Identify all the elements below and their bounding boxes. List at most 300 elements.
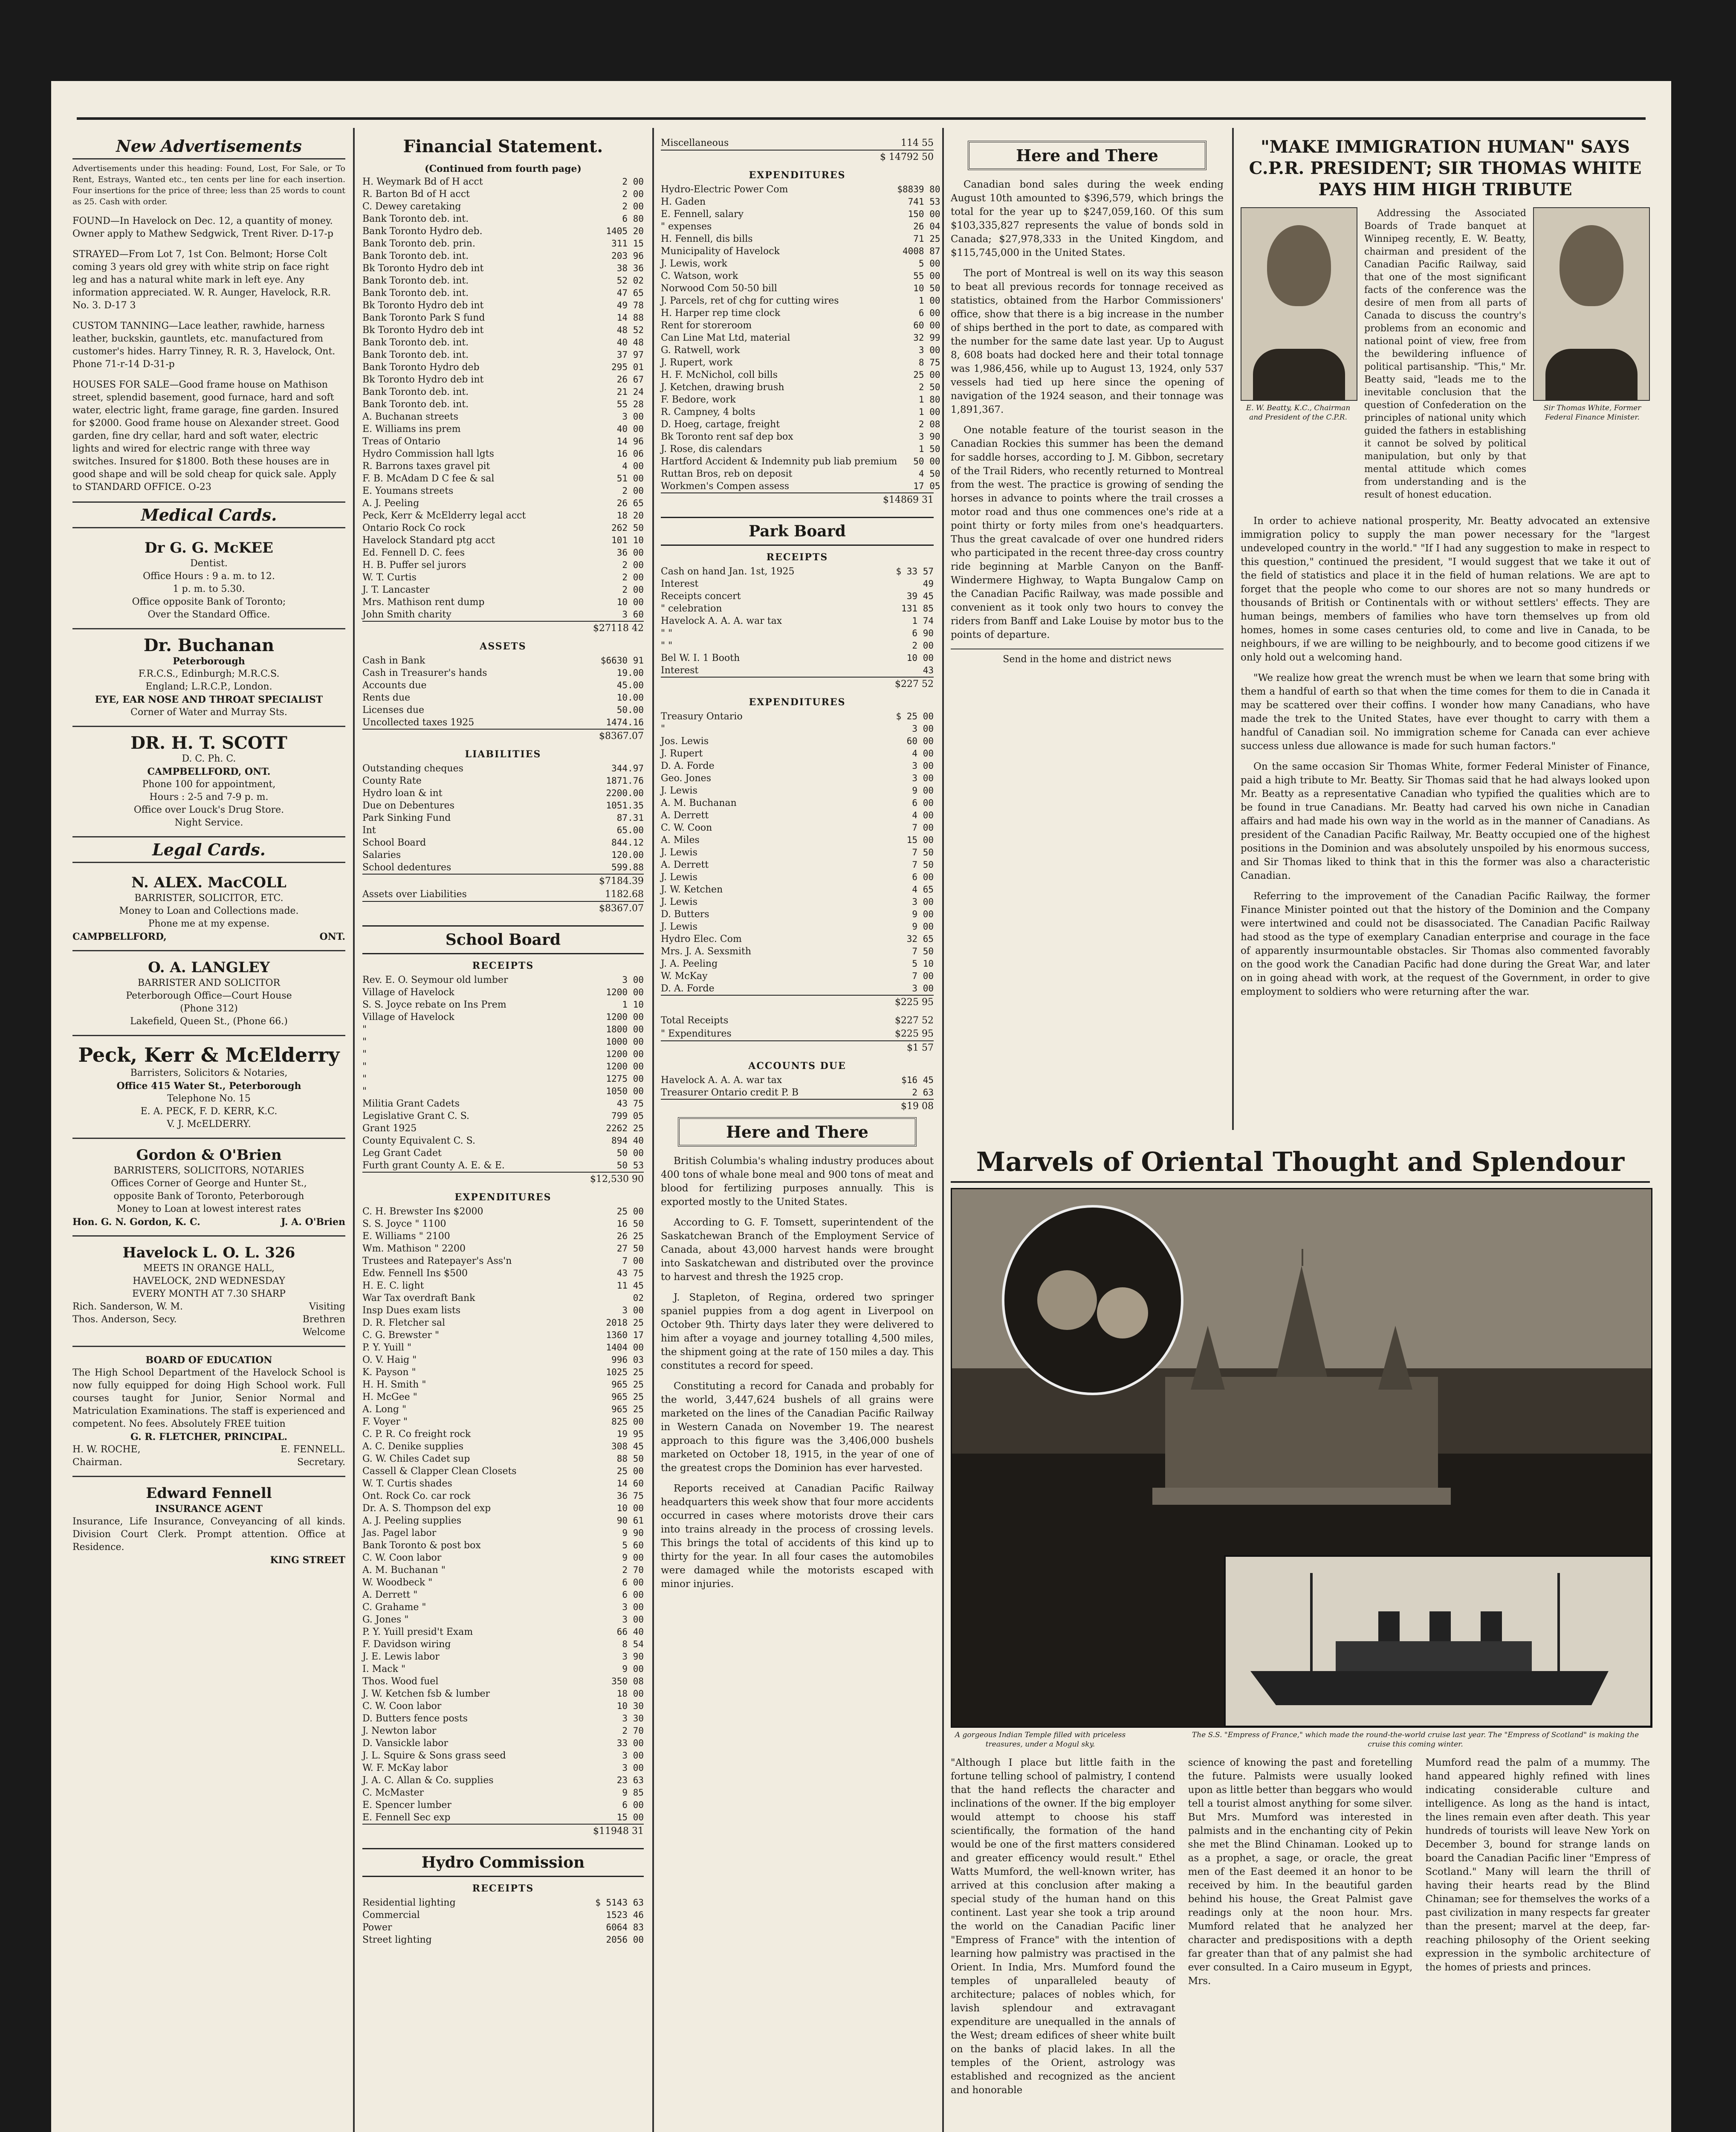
row-label: Bk Toronto rent saf dep box <box>661 432 793 442</box>
table-row <box>362 1921 644 1934</box>
card-board-of-education <box>72 1346 345 1476</box>
table-row <box>362 1036 644 1048</box>
card-line: BARRISTERS, SOLICITORS, NOTARIES <box>113 1165 304 1176</box>
row-label: H. Gaden <box>661 197 706 207</box>
row-label: Ont. Rock Co. car rock <box>362 1491 471 1501</box>
row-amount: 4 50 <box>918 469 940 479</box>
row-label: Municipality of Havelock <box>661 246 780 257</box>
row-label: J. A. C. Allan & Co. supplies <box>362 1775 494 1786</box>
row-label: Peck, Kerr & McElderry legal acct <box>362 510 526 521</box>
table-row <box>362 1317 644 1329</box>
row-label: C. W. Coon <box>661 823 712 833</box>
table-row <box>661 896 934 908</box>
table-row <box>661 356 940 369</box>
row-amount: 2 00 <box>622 177 644 187</box>
row-amount: 2200.00 <box>606 788 644 798</box>
row-amount: 23 63 <box>616 1775 644 1785</box>
row-label: Park Sinking Fund <box>362 813 451 823</box>
row-amount: 43 75 <box>616 1098 644 1109</box>
row-amount: 1 00 <box>918 407 940 417</box>
row-amount: 51 00 <box>616 473 644 484</box>
table-row <box>661 394 940 406</box>
row-amount: 02 <box>633 1293 644 1303</box>
row-label: " <box>362 1037 367 1047</box>
row-amount: 2 50 <box>918 382 940 392</box>
row-label: Treasury Ontario <box>661 711 743 722</box>
row-label: " <box>362 1049 367 1060</box>
table-row <box>362 1651 644 1663</box>
immigration-lead: Addressing the Associated Boards of Trade banquet at Winnipeg recently, E. W. Beatty, chairman and president of the Canadian Pacific Railway, said that one of the most significant facts of the conference was the desire of men from all parts of Canada to discuss the country's problems from an economic and national point of view, free from the bewildering influence of political partisanship. "This," Mr. Beatty said, "leads me to the inevitable conclusion that the question of Confederation on the principles of national unity which guided the fathers in establishing it cannot be solved by political manipulation, but only by that mental attitude which comes from understanding and is the result of honest education. <box>1364 208 1526 500</box>
table-row <box>362 1230 644 1243</box>
row-label: Bk Toronto Hydro deb int <box>362 374 484 385</box>
row-amount: 7 50 <box>912 860 934 870</box>
card-line <box>72 1301 345 1313</box>
table-row <box>362 1613 644 1626</box>
card-line: V. J. McELDERRY. <box>167 1119 251 1130</box>
table-row <box>362 1011 644 1023</box>
row-amount: 1360 17 <box>606 1330 644 1340</box>
table-row <box>362 1098 644 1110</box>
row-label: A. Long " <box>362 1404 407 1415</box>
row-label: Salaries <box>362 850 401 860</box>
row-amount: 8 54 <box>622 1639 644 1649</box>
row-label: Total Receipts <box>661 1015 729 1026</box>
card-mckee <box>72 532 345 628</box>
row-amount: 6064 83 <box>606 1922 644 1932</box>
card-title: Secretary. <box>297 1457 345 1468</box>
row-label: School Board <box>362 837 426 848</box>
row-amount: 1 00 <box>918 295 940 306</box>
card-line: Welcome <box>302 1327 345 1338</box>
table-row <box>362 1811 644 1824</box>
table-row <box>362 787 644 800</box>
row-amount: 2 00 <box>622 560 644 570</box>
table-row <box>661 406 940 418</box>
article-paragraph: Constituting a record for Canada and probably for the world, 3,447,624 bushels of all grains were marketed on the lines of the Canadian Pacific Railway in Western Canada on November 19. The nearest approach to this figure was the 3,406,000 bushels marketed on October 18, 1915, in the year of one of the greatest crops the Dominion has ever harvested. <box>661 1381 934 1474</box>
row-amount: 21 24 <box>616 387 644 397</box>
table-row <box>362 1428 644 1440</box>
table-row <box>362 584 644 596</box>
table-row <box>362 655 644 667</box>
row-label: A. Derrett <box>661 860 709 870</box>
row-label: Bk Toronto Hydro deb int <box>362 325 484 336</box>
row-amount: 36 00 <box>616 547 644 558</box>
table-row <box>362 1934 644 1946</box>
card-name: Dr G. G. McKEE <box>145 539 273 556</box>
row-label: Receipts concert <box>661 591 741 602</box>
row-label: Furth grant County A. E. & E. <box>362 1160 505 1171</box>
park-receipts-table <box>661 565 934 677</box>
table-row <box>661 233 940 245</box>
row-label: Ruttan Bros, reb on deposit <box>661 469 793 479</box>
card-line: Peterborough <box>173 656 245 667</box>
row-amount: 3 00 <box>622 1602 644 1612</box>
row-amount: 844.12 <box>611 837 644 848</box>
row-label: F. Voyer " <box>362 1417 408 1427</box>
row-label: D. A. Forde <box>661 761 715 771</box>
ship-caption: The S.S. "Empress of France," which made the round-the-world cruise last year. The "Empress of Scotland" is making the cruise this coming winter. <box>1192 1731 1639 1749</box>
ads-rates: Advertisements under this heading: Found, Lost, For Sale, or To Rent, Estrays, Wanted etc., ten cents per line for each insertion. Four insertions for the price of three; less than 25 words to count as 25. Cash with order. <box>72 164 345 206</box>
column-park-board <box>661 136 940 1598</box>
table-row <box>362 1354 644 1366</box>
row-label: C. W. Coon labor <box>362 1701 442 1712</box>
row-amount: 114 55 <box>901 138 934 148</box>
row-label: F. B. McAdam D C fee & sal <box>362 473 495 484</box>
accounts-due-table <box>661 1074 934 1099</box>
row-label: County Rate <box>362 776 422 786</box>
card-line: Money to Loan at lowest interest rates <box>116 1204 301 1214</box>
row-label: C. W. Coon labor <box>362 1553 442 1563</box>
article-paragraph: In order to achieve national prosperity, Mr. Beatty advocated an extensive immigration policy to supply the man power necessary for the "largest undeveloped country in the world." "If I had any suggestion to make in respect to this question," continued the president, "I would suggest that we take it out of the field of statistics and place it in the field of human relations. We are apt to forget that the people who come to our shores are not so many hundreds or thousands of British or Continentals with or without settlers' effects. They are human beings, members of families who have torn themselves up from old homes, homes in some cases centuries old, to come and live in Canada, to be neighbours, if we are willing to be neighbourly, and to become good citizens if we only hold out a welcoming hand. <box>1241 516 1650 663</box>
table-row <box>362 386 644 398</box>
white-portrait <box>1533 207 1650 401</box>
row-label: C. G. Brewster " <box>362 1330 440 1341</box>
table-row <box>661 208 940 220</box>
card-line: Money to Loan and Collections made. <box>119 906 299 916</box>
row-amount: $16 45 <box>901 1075 934 1085</box>
row-label: D. Butters <box>661 909 709 920</box>
table-row <box>362 176 644 188</box>
table-row <box>362 1267 644 1280</box>
row-amount: 1025 25 <box>606 1367 644 1377</box>
table-row <box>362 1329 644 1341</box>
row-label: Residential lighting <box>362 1897 456 1908</box>
article-paragraph: Referring to the improvement of the Canadian Pacific Railway, the former Finance Minister pointed out that the history of the Dominion and the Company were intertwined and could not be disassociated. The Canadian Pacific Railway had stood as the type of exemplary Canadian enterprise and courage in the face of apparently insurmountable obstacles. Sir Thomas also commented favorably on the good work the Canadian Pacific had done during the Great War, and later on in going ahead with work, at the request of the Government, in order to give employment to soldiers who were returning after the war. <box>1241 891 1650 997</box>
row-amount: 7 00 <box>912 823 934 833</box>
table-row <box>661 590 934 603</box>
row-label: Interest <box>661 579 699 589</box>
card-line: Over the Standard Office. <box>148 609 270 620</box>
park-receipts-total: $227 52 <box>661 677 934 691</box>
card-line: Office 415 Water St., Peterborough <box>116 1080 301 1092</box>
table-row <box>661 785 934 797</box>
hydro-receipts-table <box>362 1897 644 1946</box>
assets-table <box>362 655 644 729</box>
row-label: Insp Dues exam lists <box>362 1305 461 1316</box>
table-row <box>661 933 934 945</box>
row-amount: 90 61 <box>616 1515 644 1526</box>
card-line: England; L.R.C.P., London. <box>145 681 272 692</box>
row-label: J. Rose, dis calendars <box>661 444 762 455</box>
row-label: H. F. McNichol, coll bills <box>661 370 778 380</box>
row-amount: 15 00 <box>616 1812 644 1822</box>
row-label: C. P. R. Co freight rock <box>362 1429 471 1440</box>
card-maccoll <box>72 866 345 950</box>
row-label: Hydro Commission hall lgts <box>362 449 494 459</box>
table-row <box>362 423 644 435</box>
table-row <box>362 1774 644 1787</box>
accounts-due-label: ACCOUNTS DUE <box>748 1060 846 1072</box>
feature-columns <box>951 1756 1650 2104</box>
row-amount: 14 96 <box>616 436 644 446</box>
row-amount: 203 96 <box>611 251 644 261</box>
row-label: D. R. Fletcher sal <box>362 1318 446 1328</box>
row-label: G. W. Chiles Cadet sup <box>362 1454 470 1464</box>
row-amount: 1000 00 <box>606 1037 644 1047</box>
card-line <box>72 1456 345 1469</box>
school-receipts-table <box>362 974 644 1172</box>
table-row <box>362 1909 644 1921</box>
row-label: Miscellaneous <box>661 138 729 148</box>
table-row <box>362 1416 644 1428</box>
card-officer: E. FENNELL. <box>280 1444 345 1455</box>
row-amount: 2 00 <box>622 572 644 582</box>
row-amount: 7 00 <box>912 971 934 981</box>
row-amount: 9 00 <box>912 785 934 796</box>
card-officer: H. W. ROCHE, <box>72 1444 141 1455</box>
row-label: Trustees and Ratepayer's Ass'n <box>362 1256 512 1266</box>
row-label: Bank Toronto deb. int. <box>362 399 469 410</box>
row-amount: 4 00 <box>912 748 934 759</box>
table-row <box>362 999 644 1011</box>
row-amount: 3 60 <box>622 609 644 620</box>
row-amount: 19 95 <box>616 1429 644 1439</box>
row-label: J. Lewis <box>661 872 697 883</box>
row-amount: 10 50 <box>913 283 940 293</box>
table-row <box>362 1527 644 1539</box>
row-label: Bank Toronto deb. int. <box>362 350 469 360</box>
row-amount: 1 74 <box>912 616 934 626</box>
beatty-caption: E. W. Beatty, K.C., Chairman and President of the C.P.R. <box>1246 404 1351 422</box>
beatty-portrait <box>1241 207 1357 401</box>
row-label: J. Lewis <box>661 921 697 932</box>
row-label: Hydro loan & int <box>362 788 443 799</box>
table-row <box>362 1688 644 1700</box>
table-row <box>661 834 934 846</box>
card-line: Barristers, Solicitors & Notaries, <box>130 1068 288 1078</box>
row-amount: 26 04 <box>913 221 940 232</box>
table-row <box>661 627 934 640</box>
table-row <box>661 455 940 468</box>
misc-row <box>661 136 934 150</box>
row-label: Hydro-Electric Power Com <box>661 184 788 195</box>
row-amount: 4 65 <box>912 884 934 895</box>
card-line: F.R.C.S., Edinburgh; M.R.C.S. <box>138 669 280 679</box>
table-row <box>661 220 940 233</box>
row-amount: 47 65 <box>616 288 644 298</box>
card-line: Office opposite Bank of Toronto; <box>132 597 286 607</box>
row-amount: 262 50 <box>611 523 644 533</box>
table-row <box>362 1379 644 1391</box>
row-label: Commercial <box>362 1910 420 1921</box>
row-amount: 6 80 <box>622 214 644 224</box>
row-amount: 10 00 <box>616 1503 644 1513</box>
row-label: " <box>362 1086 367 1097</box>
row-label: Hydro Elec. Com <box>661 934 742 944</box>
assets-total: $8367.07 <box>362 729 644 743</box>
table-row <box>362 435 644 448</box>
card-name: BOARD OF EDUCATION <box>145 1355 272 1366</box>
table-row <box>362 1515 644 1527</box>
hydro-exp-total: $14869 31 <box>661 492 934 507</box>
table-row <box>362 1626 644 1638</box>
row-label: W. T. Curtis shades <box>362 1478 452 1489</box>
row-label: Bk Toronto Hydro deb int <box>362 263 484 274</box>
table-row <box>362 460 644 472</box>
table-row <box>362 1589 644 1601</box>
row-amount: 295 01 <box>611 362 644 372</box>
card-note: Brethren <box>302 1314 345 1325</box>
table-row <box>362 299 644 312</box>
card-line <box>72 930 345 943</box>
found-notice: FOUND—In Havelock on Dec. 12, a quantity of money. Owner apply to Mathew Sedgwick, Trent River. D-17-p <box>72 216 333 239</box>
card-name: O. A. LANGLEY <box>148 959 270 976</box>
immigration-headline: "MAKE IMMIGRATION HUMAN" SAYS C.P.R. PRESIDENT; SIR THOMAS WHITE PAYS HIM HIGH TRIBUTE <box>1249 137 1642 200</box>
row-label: Rev. E. O. Seymour old lumber <box>362 975 508 985</box>
row-label: J. Lewis <box>661 897 697 907</box>
row-label: S. S. Joyce rebate on Ins Prem <box>362 999 506 1010</box>
table-row <box>661 578 934 590</box>
card-line: (Phone 312) <box>180 1003 238 1014</box>
row-amount: 6 00 <box>622 1577 644 1587</box>
row-amount: 799 05 <box>611 1111 644 1121</box>
row-amount: 3 00 <box>918 345 940 355</box>
table-row <box>362 200 644 213</box>
row-amount: 7 50 <box>912 847 934 857</box>
card-officer: Rich. Sanderson, W. M. <box>72 1301 183 1312</box>
portraits-block <box>1241 207 1650 514</box>
row-amount: 43 <box>923 665 934 675</box>
row-amount: 3 00 <box>912 897 934 907</box>
row-label: Militia Grant Cadets <box>362 1098 460 1109</box>
card-scott <box>72 726 345 836</box>
table-row <box>661 710 934 723</box>
table-row <box>362 1539 644 1552</box>
table-row <box>661 615 934 627</box>
row-label: Bel W. I. 1 Booth <box>661 653 740 663</box>
table-row <box>661 282 940 295</box>
row-label: F. Davidson wiring <box>362 1639 451 1650</box>
table-row <box>661 871 934 884</box>
row-amount: 1800 00 <box>606 1024 644 1034</box>
table-row <box>362 262 644 275</box>
row-amount: 15 00 <box>906 835 934 845</box>
table-row <box>661 332 940 344</box>
school-exp-total: $11948 31 <box>362 1824 644 1838</box>
row-amount: 101 10 <box>611 535 644 545</box>
table-row <box>362 1280 644 1292</box>
table-row <box>661 772 934 785</box>
hydro-exp-label: EXPENDITURES <box>749 170 846 181</box>
table-row <box>362 522 644 534</box>
card-line: MEETS IN ORANGE HALL, <box>143 1263 275 1274</box>
table-row <box>362 1638 644 1651</box>
row-amount: 52 02 <box>616 275 644 286</box>
row-label: Grant 1925 <box>362 1123 417 1134</box>
row-label: " <box>362 1061 367 1072</box>
financial-table <box>362 176 644 621</box>
row-amount: 9 00 <box>622 1553 644 1563</box>
row-amount: $ 5143 63 <box>595 1897 644 1908</box>
row-label: J. W. Ketchen <box>661 884 723 895</box>
table-row <box>362 1490 644 1502</box>
row-amount: 10 30 <box>616 1701 644 1711</box>
row-amount: 25 00 <box>913 370 940 380</box>
table-row <box>661 183 940 196</box>
table-row <box>661 418 940 431</box>
row-amount: 43 75 <box>616 1268 644 1278</box>
row-amount: 2 00 <box>622 201 644 211</box>
row-label: J. E. Lewis labor <box>362 1651 440 1662</box>
row-label: Hartford Accident & Indemnity pub liab premium <box>661 456 897 467</box>
row-label: Interest <box>661 665 699 676</box>
card-fennell <box>72 1476 345 1573</box>
school-receipts-total: $12,530 90 <box>362 1172 644 1186</box>
table-row <box>362 250 644 262</box>
card-line: Lakefield, Queen St., (Phone 66.) <box>130 1016 288 1027</box>
row-amount: 5 10 <box>912 959 934 969</box>
row-label: J. Parcels, ret of chg for cutting wires <box>661 295 839 306</box>
article-paragraph: The port of Montreal is well on its way this season to beat all previous records for tonnage received as statistics, obtained from the Harbor Commissioners' office, show that there is a big increase in the number of ships berthed in the port to date, as compared with the number for the same date last year. Up to August 8, 608 boats had docked here and their total tonnage was 1,986,456, while up to August 13, 1924, only 537 vessels had tied up here since the opening of navigation of the 1924 season, and their tonnage was 1,891,367. <box>951 268 1224 415</box>
card-note: Visiting <box>309 1301 345 1312</box>
row-label: Leg Grant Cadet <box>362 1148 442 1159</box>
new-ads-title: New Advertisements <box>72 136 345 159</box>
card-lol-326 <box>72 1235 345 1346</box>
row-amount: 66 40 <box>616 1627 644 1637</box>
table-row <box>362 324 644 336</box>
row-amount: 38 36 <box>616 263 644 273</box>
row-amount: $8839 80 <box>897 184 940 194</box>
row-amount: 40 48 <box>616 337 644 348</box>
row-amount: 2 70 <box>622 1726 644 1736</box>
row-amount: 2 00 <box>912 640 934 651</box>
table-row <box>362 1737 644 1750</box>
card-name: Peck, Kerr & McElderry <box>78 1043 340 1066</box>
card-line <box>72 1216 345 1228</box>
assets-over-liabilities <box>362 888 644 901</box>
park-board-title: Park Board <box>661 517 934 546</box>
row-label: H. B. Puffer sel jurors <box>362 560 466 571</box>
grand-total: $8367.07 <box>362 901 644 915</box>
row-amount: 996 03 <box>611 1355 644 1365</box>
row-amount: 1200 00 <box>606 1061 644 1072</box>
feature-col-2: science of knowing the past and foretelling the future. Palmists were usually looked upon as little better than beggars who would tell a tourist almost anything for some silver. But Mrs. Mumford was interested in palmists and in the enchanting city of Pekin she met the Blind Chinaman. Looked up to as a prophet, a sage, or oracle, the great men of the East deemed it an honor to be received by him. In the beautiful garden behind his house, the Great Palmist gave readings only at the noon hour. Mrs. Mumford related that he analyzed her character and predispositions with a depth far greater than that of any palmist she had ever consulted. In a Cairo museum in Egypt, Mrs. <box>1188 1757 1413 1987</box>
card-city: CAMPBELLFORD, <box>72 931 167 942</box>
row-amount: 150 00 <box>908 209 940 219</box>
row-amount: 14 88 <box>616 313 644 323</box>
card-province: ONT. <box>319 931 345 942</box>
table-row <box>362 837 644 849</box>
card-line: Night Service. <box>174 817 243 828</box>
card-buchanan <box>72 628 345 726</box>
card-line: Insurance, Life Insurance, Conveyancing of all kinds. Division Court Clerk. Prompt attention. Office at Residence. <box>72 1516 345 1553</box>
row-label: Norwood Com 50-50 bill <box>661 283 777 294</box>
card-name: DR. H. T. SCOTT <box>130 733 287 753</box>
row-label: A. M. Buchanan <box>661 798 737 808</box>
card-title: Chairman. <box>72 1457 122 1468</box>
row-label: Power <box>362 1922 392 1933</box>
row-amount: 2018 25 <box>606 1318 644 1328</box>
card-officer: Thos. Anderson, Secy. <box>72 1314 177 1325</box>
card-line: opposite Bank of Toronto, Peterborough <box>113 1191 304 1202</box>
table-row <box>362 1023 644 1036</box>
table-row <box>661 945 934 958</box>
table-row <box>362 1712 644 1725</box>
school-exp-label: EXPENDITURES <box>454 1192 552 1203</box>
table-row <box>362 398 644 411</box>
row-amount: 3 00 <box>912 983 934 994</box>
row-label: E. Williams ins prem <box>362 424 461 435</box>
here-and-there-articles <box>661 1154 934 1591</box>
table-row <box>362 1750 644 1762</box>
row-label: " " <box>661 628 673 639</box>
row-label: Rent for storeroom <box>661 320 752 331</box>
row-amount: 344.97 <box>611 763 644 773</box>
row-amount: 18 00 <box>616 1689 644 1699</box>
row-amount: 60 00 <box>906 736 934 746</box>
row-label: W. McKay <box>661 971 708 982</box>
row-label: A. C. Denike supplies <box>362 1441 464 1452</box>
